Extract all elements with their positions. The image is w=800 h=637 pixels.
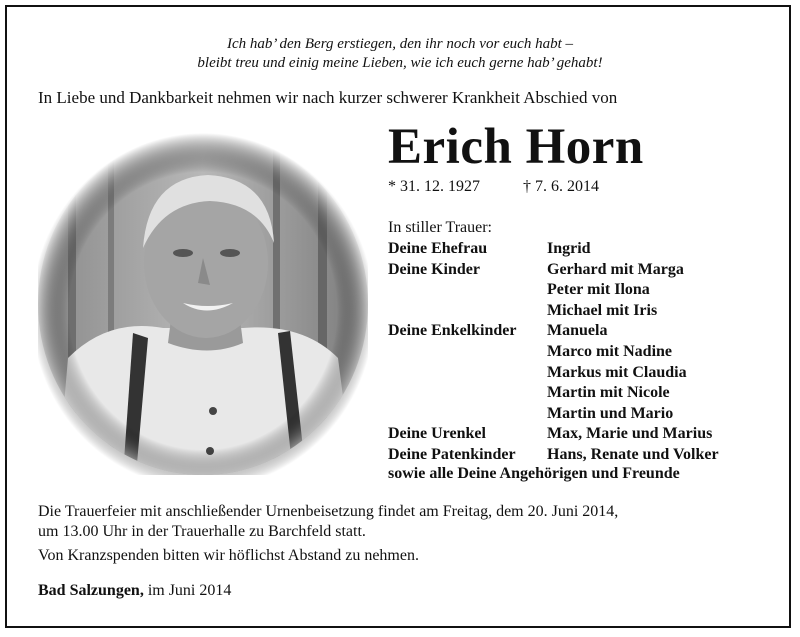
intro-text: In Liebe und Dankbarkeit nehmen wir nach kurzer schwerer Krankheit Abschied von <box>38 88 618 107</box>
mourner-names: Markus mit Claudia <box>547 363 687 381</box>
place-date-text: im Juni 2014 <box>147 582 232 599</box>
mourner-names: Marco mit Nadine <box>547 342 673 360</box>
mourning-heading: In stiller Trauer: <box>388 219 492 236</box>
funeral-line-1: Die Trauerfeier mit anschließender Urnenbeisetzung findet am Freitag, dem 20. Juni 2014, <box>38 503 619 520</box>
birth-date: * 31. 12. 1927 <box>388 178 480 195</box>
poem-line-2: bleibt treu und einig meine Lieben, wie ich euch gerne hab’ gehabt! <box>197 55 603 71</box>
mourner-names: Michael mit Iris <box>547 301 658 319</box>
mourner-names: Gerhard mit Marga <box>547 260 684 278</box>
death-date: † 7. 6. 2014 <box>523 178 599 195</box>
mourner-names: Manuela <box>547 322 608 340</box>
mourner-names: Martin und Mario <box>547 404 674 422</box>
mourner-role: Deine Enkelkinder <box>388 322 517 340</box>
mourner-names: Max, Marie und Marius <box>547 425 713 443</box>
mourner-role: Deine Patenkinder <box>388 445 516 463</box>
mourner-names: Peter mit Ilona <box>547 281 650 299</box>
place-town: Bad Salzungen, <box>38 582 144 599</box>
mourner-role: Deine Ehefrau <box>388 240 488 257</box>
portrait-photo <box>38 133 368 475</box>
deceased-name: Erich Horn <box>388 119 644 175</box>
place-date <box>38 582 231 600</box>
mourner-names: Ingrid <box>547 240 591 257</box>
funeral-line-2: um 13.00 Uhr in der Trauerhalle zu Barchfeld statt. <box>38 523 366 540</box>
funeral-details <box>38 502 618 542</box>
mourner-role: Deine Urenkel <box>388 425 486 443</box>
mourner-names: Martin mit Nicole <box>547 384 670 402</box>
flowers-note: Von Kranzspenden bitten wir höflichst Abstand zu nehmen. <box>38 547 419 564</box>
poem-line-1: Ich hab’ den Berg erstiegen, den ihr noch vor euch habt – <box>226 36 574 52</box>
mourner-names: Hans, Renate und Volker <box>547 445 719 463</box>
mourning-closing: sowie alle Deine Angehörigen und Freunde <box>388 465 680 482</box>
mourner-role: Deine Kinder <box>388 260 480 278</box>
